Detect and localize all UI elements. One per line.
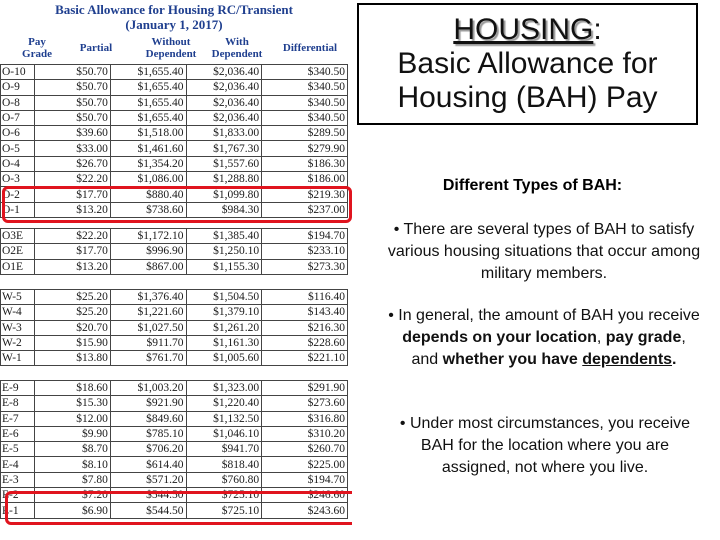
- amount-cell: $849.60: [110, 411, 186, 426]
- amount-cell: $116.40: [262, 290, 348, 305]
- pay-grade-cell: W-1: [1, 351, 35, 366]
- pay-grade-cell: E-2: [1, 488, 35, 503]
- subheading: Different Types of BAH:: [442, 177, 623, 194]
- amount-cell: $785.10: [110, 426, 186, 441]
- title-line3: Housing (BAH) Pay: [397, 81, 658, 114]
- amount-cell: $273.60: [262, 396, 348, 411]
- table-row: [1, 411, 348, 426]
- table-row: [1, 172, 348, 187]
- officer-prior-enlisted-table: [0, 228, 348, 275]
- title-housing: HOUSING: [453, 13, 594, 46]
- amount-cell: $1,046.10: [186, 426, 262, 441]
- amount-cell: $12.00: [35, 411, 111, 426]
- amount-cell: $13.20: [35, 259, 111, 274]
- pay-grade-cell: E-9: [1, 381, 35, 396]
- table-row: [1, 335, 348, 350]
- highlight-e2-row: [5, 491, 352, 525]
- amount-cell: $1,005.60: [186, 351, 262, 366]
- amount-cell: $7.80: [35, 472, 111, 487]
- amount-cell: $1,221.60: [110, 305, 186, 320]
- amount-cell: $984.30: [186, 202, 262, 217]
- table-row: [1, 95, 348, 110]
- amount-cell: $17.70: [35, 244, 111, 259]
- amount-cell: $725.10: [186, 503, 262, 518]
- amount-cell: $996.90: [110, 244, 186, 259]
- amount-cell: $194.70: [262, 229, 348, 244]
- amount-cell: $143.40: [262, 305, 348, 320]
- amount-cell: $738.60: [110, 202, 186, 217]
- header-with-dependent: With Dependent: [211, 36, 263, 60]
- amount-cell: $1,155.30: [186, 259, 262, 274]
- amount-cell: $1,354.20: [110, 156, 186, 171]
- pay-grade-cell: O-10: [1, 65, 35, 80]
- amount-cell: $941.70: [186, 442, 262, 457]
- amount-cell: $867.00: [110, 259, 186, 274]
- amount-cell: $1,557.60: [186, 156, 262, 171]
- table-row: [1, 141, 348, 156]
- amount-cell: $233.10: [262, 244, 348, 259]
- pay-grade-cell: E-3: [1, 472, 35, 487]
- pay-grade-cell: E-6: [1, 426, 35, 441]
- pay-grade-cell: O-5: [1, 141, 35, 156]
- amount-cell: $50.70: [35, 95, 111, 110]
- pay-grade-cell: W-5: [1, 290, 35, 305]
- amount-cell: $1,833.00: [186, 126, 262, 141]
- amount-cell: $2,036.40: [186, 95, 262, 110]
- amount-cell: $2,036.40: [186, 80, 262, 95]
- pay-grade-cell: O-2: [1, 187, 35, 202]
- amount-cell: $316.80: [262, 411, 348, 426]
- pay-grade-cell: O-3: [1, 172, 35, 187]
- pay-grade-cell: E-7: [1, 411, 35, 426]
- amount-cell: $1,220.40: [186, 396, 262, 411]
- amount-cell: $760.80: [186, 472, 262, 487]
- amount-cell: $22.20: [35, 229, 111, 244]
- amount-cell: $1,323.00: [186, 381, 262, 396]
- amount-cell: $921.90: [110, 396, 186, 411]
- table-row: [1, 156, 348, 171]
- table-row: [1, 472, 348, 487]
- amount-cell: $1,518.00: [110, 126, 186, 141]
- bah-table-image: [0, 0, 352, 540]
- highlight-o1-row: [2, 186, 352, 223]
- amount-cell: $17.70: [35, 187, 111, 202]
- table-row: [1, 351, 348, 366]
- amount-cell: $1,655.40: [110, 95, 186, 110]
- bullet-1: • There are several types of BAH to satisfy various housing situations that occur among military members.: [387, 221, 701, 282]
- amount-cell: $7.20: [35, 488, 111, 503]
- amount-cell: $246.60: [262, 488, 348, 503]
- header-partial: Partial: [79, 42, 113, 54]
- table-row: [1, 259, 348, 274]
- amount-cell: $243.60: [262, 503, 348, 518]
- table-row: [1, 65, 348, 80]
- amount-cell: $26.70: [35, 156, 111, 171]
- amount-cell: $219.30: [262, 187, 348, 202]
- pay-grade-cell: E-1: [1, 503, 35, 518]
- amount-cell: $1,132.50: [186, 411, 262, 426]
- amount-cell: $291.90: [262, 381, 348, 396]
- amount-cell: $9.90: [35, 426, 111, 441]
- amount-cell: $1,261.20: [186, 320, 262, 335]
- amount-cell: $18.60: [35, 381, 111, 396]
- amount-cell: $1,655.40: [110, 110, 186, 125]
- amount-cell: $1,250.10: [186, 244, 262, 259]
- pay-grade-cell: O-4: [1, 156, 35, 171]
- pay-grade-cell: E-5: [1, 442, 35, 457]
- pay-grade-cell: W-3: [1, 320, 35, 335]
- amount-cell: $13.20: [35, 202, 111, 217]
- amount-cell: $340.50: [262, 95, 348, 110]
- pay-grade-cell: O-9: [1, 80, 35, 95]
- warrant-officer-table: [0, 289, 348, 366]
- amount-cell: $340.50: [262, 80, 348, 95]
- amount-cell: $50.70: [35, 65, 111, 80]
- pay-grade-cell: O-7: [1, 110, 35, 125]
- pay-grade-cell: O-6: [1, 126, 35, 141]
- amount-cell: $1,172.10: [110, 229, 186, 244]
- pay-grade-cell: O-1: [1, 202, 35, 217]
- amount-cell: $8.70: [35, 442, 111, 457]
- amount-cell: $1,655.40: [110, 65, 186, 80]
- amount-cell: $260.70: [262, 442, 348, 457]
- amount-cell: $1,027.50: [110, 320, 186, 335]
- pay-grade-cell: O1E: [1, 259, 35, 274]
- amount-cell: $1,379.10: [186, 305, 262, 320]
- amount-cell: $818.40: [186, 457, 262, 472]
- table-title: Basic Allowance for Housing RC/Transient (January 1, 2017): [55, 2, 293, 32]
- table-row: [1, 80, 348, 95]
- header-without-dependent: Without Dependent: [145, 36, 197, 60]
- table-row: [1, 442, 348, 457]
- table-row: [1, 244, 348, 259]
- table-row: [1, 396, 348, 411]
- pay-grade-cell: O2E: [1, 244, 35, 259]
- pay-grade-cell: O-8: [1, 95, 35, 110]
- amount-cell: $911.70: [110, 335, 186, 350]
- amount-cell: $571.20: [110, 472, 186, 487]
- bullet-3: • Under most circumstances, you receive BAH for the location where you are assigned, not where you live.: [399, 415, 691, 476]
- amount-cell: $310.20: [262, 426, 348, 441]
- title-line2: Basic Allowance for: [397, 47, 658, 80]
- amount-cell: $15.90: [35, 335, 111, 350]
- amount-cell: $706.20: [110, 442, 186, 457]
- amount-cell: $1,086.00: [110, 172, 186, 187]
- amount-cell: $1,376.40: [110, 290, 186, 305]
- pay-grade-cell: O3E: [1, 229, 35, 244]
- amount-cell: $1,288.80: [186, 172, 262, 187]
- amount-cell: $2,036.40: [186, 110, 262, 125]
- amount-cell: $25.20: [35, 290, 111, 305]
- slide-title: HOUSING: Basic Allowance for Housing (BAH) Pay: [357, 3, 698, 125]
- amount-cell: $273.30: [262, 259, 348, 274]
- amount-cell: $614.40: [110, 457, 186, 472]
- table-row: [1, 426, 348, 441]
- amount-cell: $1,385.40: [186, 229, 262, 244]
- pay-grade-cell: E-8: [1, 396, 35, 411]
- amount-cell: $1,461.60: [110, 141, 186, 156]
- amount-cell: $39.60: [35, 126, 111, 141]
- amount-cell: $237.00: [262, 202, 348, 217]
- amount-cell: $340.50: [262, 65, 348, 80]
- bullet-2: • In general, the amount of BAH you receive depends on your location, pay grade, and whether you have dependents.: [388, 307, 700, 368]
- amount-cell: $340.50: [262, 110, 348, 125]
- amount-cell: $1,504.50: [186, 290, 262, 305]
- amount-cell: $6.90: [35, 503, 111, 518]
- header-pay-grade: Pay Grade: [22, 36, 52, 60]
- amount-cell: $15.30: [35, 396, 111, 411]
- table-row: [1, 305, 348, 320]
- amount-cell: $221.10: [262, 351, 348, 366]
- amount-cell: $22.20: [35, 172, 111, 187]
- pay-grade-cell: E-4: [1, 457, 35, 472]
- table-row: [1, 229, 348, 244]
- amount-cell: $225.00: [262, 457, 348, 472]
- amount-cell: $186.30: [262, 156, 348, 171]
- header-differential: Differential: [282, 42, 338, 54]
- table-row: [1, 320, 348, 335]
- amount-cell: $1,655.40: [110, 80, 186, 95]
- amount-cell: $289.50: [262, 126, 348, 141]
- pay-grade-cell: W-4: [1, 305, 35, 320]
- amount-cell: $50.70: [35, 80, 111, 95]
- amount-cell: $50.70: [35, 110, 111, 125]
- amount-cell: $279.90: [262, 141, 348, 156]
- table-row: [1, 110, 348, 125]
- amount-cell: $1,003.20: [110, 381, 186, 396]
- amount-cell: $880.40: [110, 187, 186, 202]
- amount-cell: $544.50: [110, 488, 186, 503]
- amount-cell: $544.50: [110, 503, 186, 518]
- amount-cell: $761.70: [110, 351, 186, 366]
- amount-cell: $1,161.30: [186, 335, 262, 350]
- table-row: [1, 381, 348, 396]
- amount-cell: $1,099.80: [186, 187, 262, 202]
- amount-cell: $33.00: [35, 141, 111, 156]
- amount-cell: $25.20: [35, 305, 111, 320]
- pay-grade-cell: W-2: [1, 335, 35, 350]
- amount-cell: $228.60: [262, 335, 348, 350]
- amount-cell: $2,036.40: [186, 65, 262, 80]
- amount-cell: $725.10: [186, 488, 262, 503]
- amount-cell: $186.00: [262, 172, 348, 187]
- amount-cell: $1,767.30: [186, 141, 262, 156]
- table-row: [1, 126, 348, 141]
- amount-cell: $216.30: [262, 320, 348, 335]
- amount-cell: $8.10: [35, 457, 111, 472]
- amount-cell: $13.80: [35, 351, 111, 366]
- amount-cell: $194.70: [262, 472, 348, 487]
- table-row: [1, 290, 348, 305]
- table-row: [1, 457, 348, 472]
- amount-cell: $20.70: [35, 320, 111, 335]
